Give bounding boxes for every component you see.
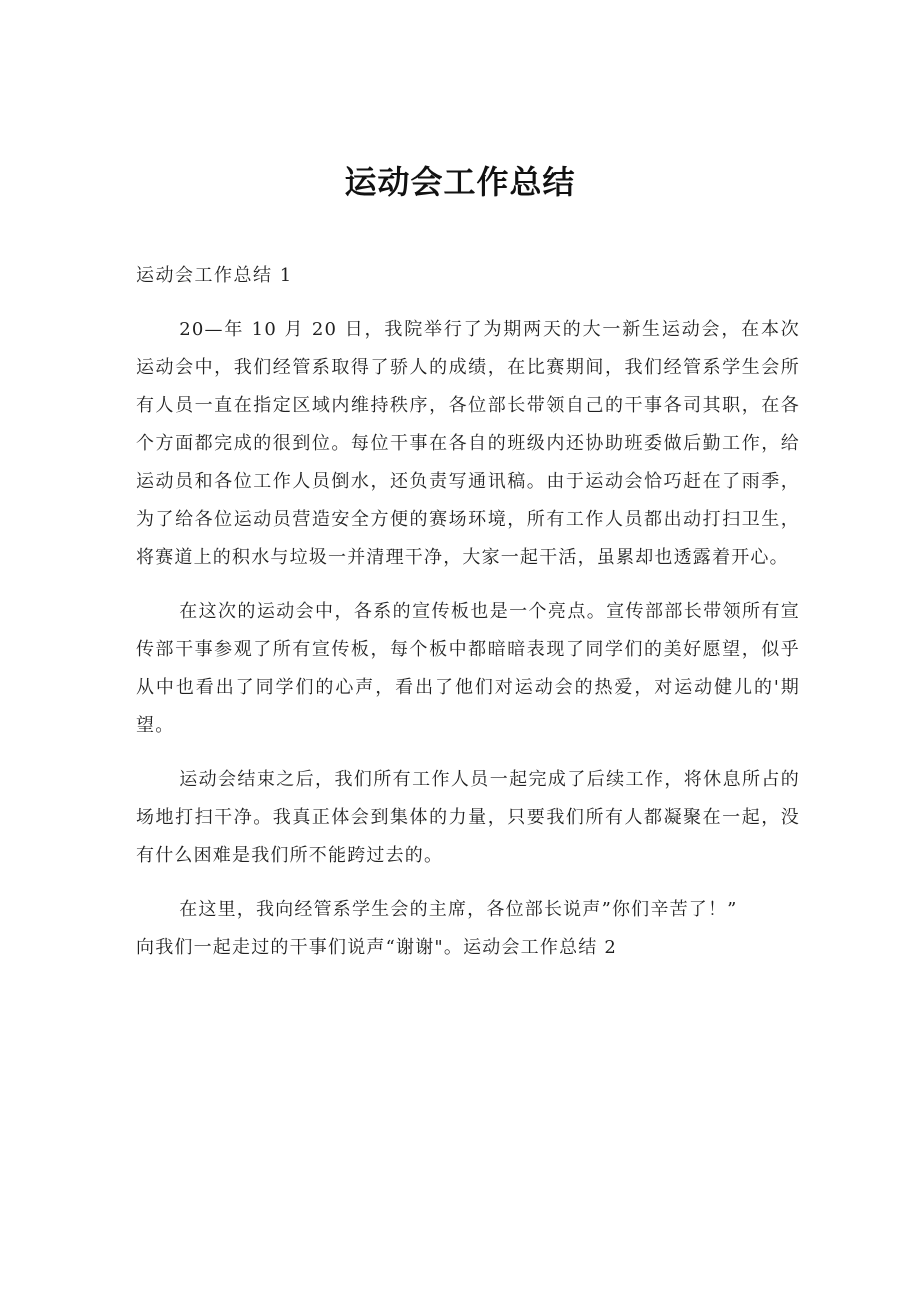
section-heading: 运动会工作总结 1 [136, 265, 293, 286]
paragraph-2: 在这次的运动会中，各系的宣传板也是一个亮点。宣传部部长带领所有宣传部干事参观了所有宣传板，每个板中都暗暗表现了同学们的美好愿望，似乎从中也看出了同学们的心声，看出了他们对运动会的热爱，对运动健儿的'期望。 [136, 601, 800, 736]
closing-line: 向我们一起走过的干事们说声“谢谢"。运动会工作总结 2 [136, 937, 618, 958]
document-body [136, 257, 800, 967]
document-title: 运动会工作总结 [344, 163, 576, 201]
paragraph-4: 在这里，我向经管系学生会的主席，各位部长说声”你们辛苦了！” [179, 899, 738, 920]
paragraph-1: 20—年 10 月 20 日，我院举行了为期两天的大一新生运动会，在本次运动会中，我们经管系取得了骄人的成绩，在比赛期间，我们经管系学生会所有人员一直在指定区域内维持秩序，各位部长带领自己的干事各司其职，在各个方面都完成的很到位。每位干事在各自的班级内还协助班委做后勤工作，给运动员和各位工作人员倒水，还负责写通讯稿。由于运动会恰巧赶在了雨季，为了给各位运动员营造安全方便的赛场环境，所有工作人员都出动打扫卫生，将赛道上的积水与垃圾一并清理干净，大家一起干活，虽累却也透露着开心。 [136, 319, 800, 568]
paragraph-3: 运动会结束之后，我们所有工作人员一起完成了后续工作，将休息所占的场地打扫干净。我真正体会到集体的力量，只要我们所有人都凝聚在一起，没有什么困难是我们所不能跨过去的。 [136, 769, 800, 866]
